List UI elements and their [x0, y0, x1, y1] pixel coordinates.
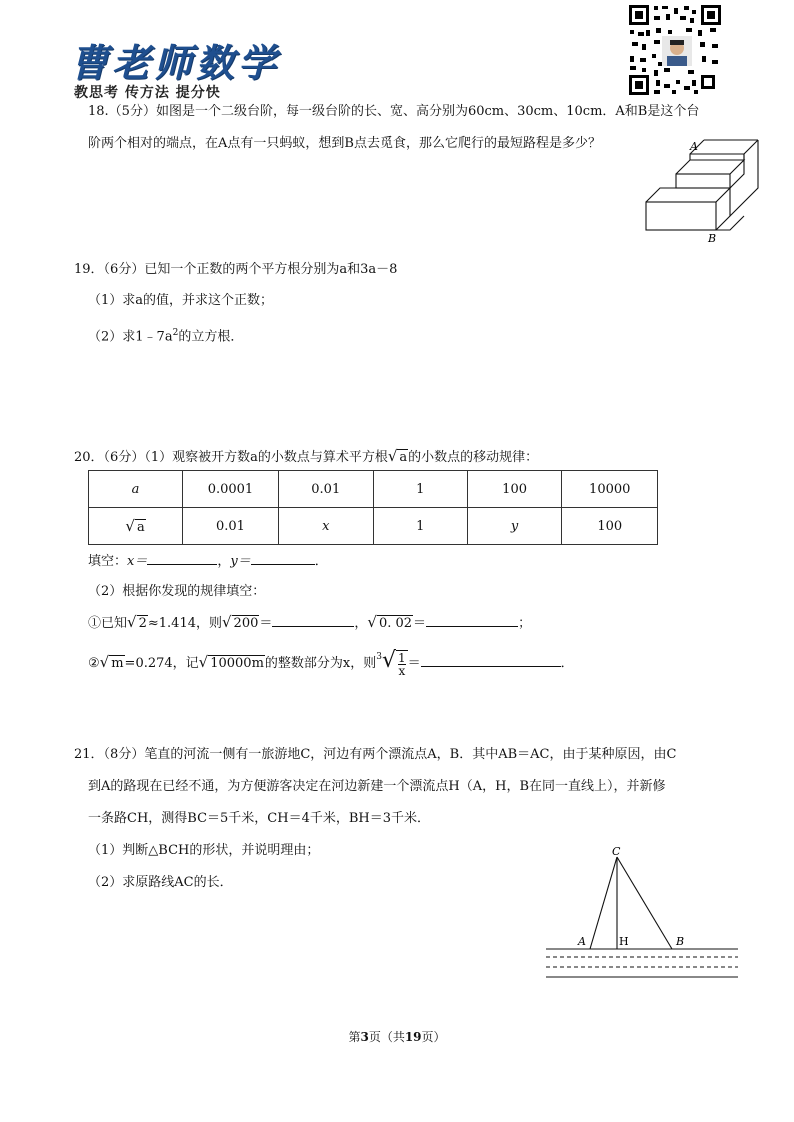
qr-code-icon	[628, 4, 722, 96]
table-cell: 1	[373, 508, 467, 545]
table-cell: y	[467, 508, 562, 545]
q21-line3: 一条路CH，测得BC＝5千米，CH＝4千米，BH＝3千米．	[88, 811, 431, 826]
table-cell: 0.0001	[183, 471, 279, 508]
table-cell: 1	[373, 471, 467, 508]
logo-slogan: 教思考 传方法 提分快	[74, 85, 221, 101]
table-cell: 100	[562, 508, 658, 545]
river-figure	[540, 845, 750, 985]
staircase-figure	[636, 136, 776, 246]
q20-item2: ②√ m=0.274，记√ 10000m的整数部分为x，则$^3$√ $\frac{1}{x}$ ＝ ．	[88, 648, 574, 678]
q19-part1: （1）求a的值，并求这个正数；	[88, 293, 274, 308]
q20-stem: 20．（6分）（1）观察被开方数a的小数点与算术平方根√ a的小数点的移动规律：	[74, 447, 539, 465]
table-cell: 0.01	[278, 471, 373, 508]
blank-cuberoot[interactable]	[421, 652, 561, 667]
q18-line2: 阶两个相对的端点，在A点有一只蚂蚁，想到B点去觅食，那么它爬行的最短路程是多少？	[88, 136, 601, 151]
q20-part2: （2）根据你发现的规律填空：	[88, 584, 266, 599]
q21-line1: 21．（8分）笔直的河流一侧有一旅游地C，河边有两个漂流点A，B．其中AB＝AC，由于某种原因，由C	[74, 747, 677, 762]
fig21-label-c: C	[612, 845, 621, 858]
q21-part1: （1）判断△BCH的形状，并说明理由；	[88, 843, 320, 858]
q18-line1: 18.（5分）如图是一个二级台阶，每一级台阶的长、宽、高分别为60cm、30cm、10cm．A和B是这个台	[88, 104, 700, 119]
table-cell: 10000	[562, 471, 658, 508]
table-cell: √ a	[89, 508, 183, 545]
q19-stem: 19．（6分）已知一个正数的两个平方根分别为a和3a－8	[74, 262, 398, 277]
sqrt-table	[88, 470, 658, 545]
fig18-label-a: A	[690, 140, 698, 153]
fig21-label-h: H	[619, 935, 629, 948]
q19-part2: （2）求$1﹣7a^2$的立方根．	[88, 328, 244, 345]
table-cell: 0.01	[183, 508, 279, 545]
logo-title: 曹老师数学	[70, 40, 281, 85]
table-cell: 100	[467, 471, 562, 508]
blank-sqrt002[interactable]	[426, 612, 518, 627]
fig21-label-b: B	[676, 935, 685, 948]
blank-sqrt200[interactable]	[272, 612, 354, 627]
page-footer: 第3页（共19页）	[348, 1030, 446, 1044]
table-cell: x	[278, 508, 373, 545]
blank-y[interactable]	[251, 550, 315, 565]
table-row	[89, 508, 658, 545]
q20-fill: 填空：x＝ ，y＝ ．	[88, 550, 328, 572]
blank-x[interactable]	[147, 550, 217, 565]
table-cell: a	[89, 471, 183, 508]
table-row	[89, 471, 658, 508]
fig18-label-b: B	[708, 232, 717, 245]
q21-part2: （2）求原路线AC的长．	[88, 875, 233, 890]
q20-item1: ①已知√ 2≈1.414，则√ 200＝ ，√ 0. 02＝ ；	[88, 613, 532, 631]
fig21-label-a: A	[578, 935, 586, 948]
q21-line2: 到A的路现在已经不通，为方便游客决定在河边新建一个漂流点H（A，H，B在同一直线上），并新修	[88, 779, 666, 794]
